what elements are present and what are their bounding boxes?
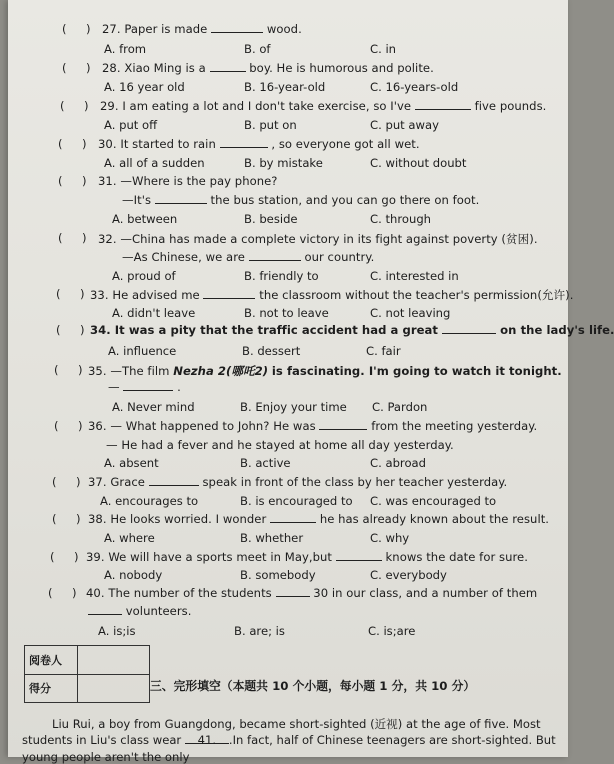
answer-blank[interactable]: [123, 380, 173, 391]
question-text: 30 in our class, and a number of them: [313, 586, 538, 600]
question-number: 40.: [86, 586, 105, 600]
question-text: — What happened to John? He was: [110, 419, 316, 433]
dialogue-text: —As Chinese, we are: [122, 250, 245, 264]
question-line: [98, 137, 420, 151]
question-text: boy. He is humorous and polite.: [249, 61, 434, 75]
option-c[interactable]: C. not leaving: [370, 306, 451, 320]
option-b[interactable]: B. are; is: [234, 624, 285, 638]
answer-paren-close: ): [80, 323, 85, 337]
answer-blank[interactable]: [415, 99, 471, 110]
answer-blank[interactable]: [220, 137, 268, 148]
answer-blank[interactable]: [88, 604, 122, 615]
question-text: —Where is the pay phone?: [120, 174, 278, 188]
question-text: —The film: [110, 364, 170, 378]
answer-paren-close: ): [86, 22, 91, 36]
answer-paren-open[interactable]: (: [60, 99, 65, 113]
question-text: Xiao Ming is a: [124, 61, 206, 75]
option-b[interactable]: B. dessert: [242, 344, 301, 358]
question-text: I am eating a lot and I don't take exercise, so I've: [122, 99, 412, 113]
dialogue-text: —: [108, 380, 120, 394]
question-line: [98, 231, 538, 247]
question-text: Paper is made: [124, 22, 208, 36]
option-b[interactable]: B. of: [244, 42, 271, 56]
question-line: [86, 550, 528, 564]
score-label: 得分: [25, 674, 78, 703]
option-b[interactable]: B. not to leave: [244, 306, 329, 320]
answer-paren-close: ): [82, 174, 87, 188]
option-a[interactable]: A. 16 year old: [104, 80, 185, 94]
question-line-2: [106, 438, 454, 452]
question-line: [88, 475, 507, 489]
option-a[interactable]: A. encourages to: [100, 494, 199, 508]
option-b[interactable]: B. beside: [244, 212, 298, 226]
option-c[interactable]: C. without doubt: [370, 156, 467, 170]
question-text: We will have a sports meet in May,but: [108, 550, 333, 564]
question-number: 33.: [90, 288, 109, 302]
passage-line: young people aren't the only: [22, 750, 190, 764]
passage-text: .In fact, half of Chinese teenagers are short-sighted. But: [228, 733, 556, 747]
answer-blank[interactable]: [319, 419, 367, 430]
option-c[interactable]: C. was encouraged to: [370, 494, 497, 508]
option-b[interactable]: B. active: [240, 456, 291, 470]
question-text: wood.: [266, 22, 302, 36]
question-number: 39.: [86, 550, 105, 564]
answer-paren-open[interactable]: (: [56, 287, 61, 301]
answer-paren-open[interactable]: (: [62, 22, 67, 36]
answer-paren-open[interactable]: (: [52, 512, 57, 526]
option-a[interactable]: A. influence: [108, 344, 177, 358]
answer-blank[interactable]: [336, 550, 382, 561]
question-number: 38.: [88, 512, 107, 526]
question-line-2: [122, 193, 479, 207]
option-a[interactable]: A. all of a sudden: [104, 156, 205, 170]
question-text: —China has made a complete victory in its fight against poverty (贫困).: [120, 232, 538, 246]
option-b[interactable]: B. somebody: [240, 568, 316, 582]
question-line: [98, 174, 278, 188]
answer-paren-open[interactable]: (: [52, 475, 57, 489]
answer-blank[interactable]: [211, 22, 263, 33]
option-b[interactable]: B. put on: [244, 118, 297, 132]
answer-paren-close: ): [80, 287, 85, 301]
answer-paren-open[interactable]: (: [54, 363, 59, 377]
answer-paren-close: ): [86, 61, 91, 75]
passage-line: [22, 733, 556, 747]
answer-paren-close: ): [76, 475, 81, 489]
option-b[interactable]: B. whether: [240, 531, 304, 545]
answer-paren-close: ): [84, 99, 89, 113]
option-c[interactable]: C. through: [370, 212, 432, 226]
dialogue-text: — He had a fever and he stayed at home all day yesterday.: [106, 438, 454, 452]
question-number: 32.: [98, 232, 117, 246]
question-number: 31.: [98, 174, 117, 188]
answer-blank[interactable]: [249, 250, 301, 261]
film-title: Nezha 2(哪吒2): [173, 364, 269, 378]
option-a[interactable]: A. proud of: [112, 269, 176, 283]
answer-paren-close: ): [76, 512, 81, 526]
option-b[interactable]: B. by mistake: [244, 156, 323, 170]
question-text: It was a pity that the traffic accident had a great: [114, 323, 438, 337]
answer-paren-open[interactable]: (: [58, 231, 63, 245]
option-c[interactable]: C. 16-years-old: [370, 80, 459, 94]
passage-line: Liu Rui, a boy from Guangdong, became short-sighted (近视) at the age of five. Most: [52, 717, 541, 731]
question-text: It started to rain: [120, 137, 216, 151]
question-number: 27.: [102, 22, 121, 36]
question-text: on the lady's life.: [500, 323, 614, 337]
option-c[interactable]: C. interested in: [370, 269, 459, 283]
passage-text: students in Liu's class wear: [22, 733, 182, 747]
option-c[interactable]: C. abroad: [370, 456, 426, 470]
question-line: [88, 512, 549, 526]
option-c[interactable]: C. in: [370, 42, 397, 56]
question-number: 29.: [100, 99, 119, 113]
answer-paren-open[interactable]: (: [62, 61, 67, 75]
question-line: [100, 99, 546, 113]
option-a[interactable]: A. absent: [104, 456, 159, 470]
option-a[interactable]: A. put off: [104, 118, 158, 132]
dialogue-text: volunteers.: [125, 604, 192, 618]
answer-paren-open[interactable]: (: [54, 419, 59, 433]
reviewer-label: 阅卷人: [25, 646, 78, 675]
option-a[interactable]: A. Never mind: [112, 400, 195, 414]
answer-blank[interactable]: [276, 586, 310, 597]
reviewer-cell[interactable]: [78, 646, 150, 675]
option-c[interactable]: C. everybody: [370, 568, 447, 582]
question-text: from the meeting yesterday.: [371, 419, 538, 433]
question-text: Grace: [110, 475, 145, 489]
dialogue-text: .: [177, 380, 181, 394]
question-text: the classroom without the teacher's permission(允许).: [259, 288, 574, 302]
question-text: knows the date for sure.: [385, 550, 528, 564]
answer-paren-close: ): [72, 586, 77, 600]
answer-paren-open[interactable]: (: [58, 174, 63, 188]
option-b[interactable]: B. 16-year-old: [244, 80, 326, 94]
section-title: 三、完形填空（本题共 10 个小题，每小题 1 分，共 10 分）: [150, 679, 476, 693]
question-text: speak in front of the class by her teacher yesterday.: [202, 475, 508, 489]
option-b[interactable]: B. friendly to: [244, 269, 319, 283]
question-line: [102, 61, 434, 75]
dialogue-text: our country.: [304, 250, 375, 264]
question-number: 30.: [98, 137, 117, 151]
question-number: 34.: [90, 323, 111, 337]
option-b[interactable]: B. Enjoy your time: [240, 400, 347, 414]
exam-sheet: [8, 0, 614, 764]
answer-paren-close: ): [78, 363, 83, 377]
answer-paren-close: ): [74, 550, 79, 564]
question-text: He looks worried. I wonder: [110, 512, 267, 526]
cloze-blank-41[interactable]: 41.: [185, 733, 229, 744]
answer-blank[interactable]: [203, 288, 255, 299]
score-cell[interactable]: [78, 674, 150, 703]
answer-paren-open[interactable]: (: [56, 323, 61, 337]
question-text: The number of the students: [108, 586, 272, 600]
answer-paren-close: ): [78, 419, 83, 433]
answer-paren-close: ): [82, 137, 87, 151]
question-line: [102, 22, 302, 36]
answer-blank[interactable]: [155, 193, 207, 204]
option-c[interactable]: C. why: [370, 531, 410, 545]
option-c[interactable]: C. is;are: [368, 624, 416, 638]
answer-paren-open[interactable]: (: [48, 586, 53, 600]
option-a[interactable]: A. between: [112, 212, 178, 226]
question-number: 37.: [88, 475, 107, 489]
question-line-2: [122, 250, 374, 264]
question-number: 35.: [88, 364, 107, 378]
option-c[interactable]: C. fair: [366, 344, 401, 358]
reviewer-row: [25, 646, 150, 675]
question-text: , so everyone got all wet.: [271, 137, 420, 151]
question-number: 28.: [102, 61, 121, 75]
answer-paren-open[interactable]: (: [50, 550, 55, 564]
answer-blank[interactable]: [210, 61, 246, 72]
dialogue-text: the bus station, and you can go there on foot.: [210, 193, 480, 207]
question-text: he has already known about the result.: [319, 512, 550, 526]
question-line: [88, 419, 537, 433]
question-text: five pounds.: [474, 99, 547, 113]
score-row: [25, 674, 150, 703]
option-a[interactable]: A. nobody: [104, 568, 163, 582]
question-number: 36.: [88, 419, 107, 433]
question-line: [90, 287, 574, 303]
question-text: is fascinating. I'm going to watch it tonight.: [271, 364, 562, 378]
option-a[interactable]: A. is;is: [98, 624, 136, 638]
question-line-2: [108, 380, 181, 394]
answer-paren-close: ): [82, 231, 87, 245]
option-a[interactable]: A. where: [104, 531, 155, 545]
question-line: [88, 363, 562, 379]
question-line: [86, 586, 537, 600]
option-b[interactable]: B. is encouraged to: [240, 494, 353, 508]
answer-blank[interactable]: [149, 475, 199, 486]
dialogue-text: —It's: [122, 193, 152, 207]
answer-blank[interactable]: [442, 323, 496, 334]
question-text: He advised me: [112, 288, 200, 302]
option-a[interactable]: A. from: [104, 42, 147, 56]
score-table: [24, 645, 150, 703]
option-a[interactable]: A. didn't leave: [112, 306, 196, 320]
answer-blank[interactable]: [270, 512, 316, 523]
answer-paren-open[interactable]: (: [58, 137, 63, 151]
question-line-2: [88, 604, 191, 618]
option-c[interactable]: C. Pardon: [372, 400, 428, 414]
option-c[interactable]: C. put away: [370, 118, 439, 132]
question-line: [90, 323, 614, 337]
